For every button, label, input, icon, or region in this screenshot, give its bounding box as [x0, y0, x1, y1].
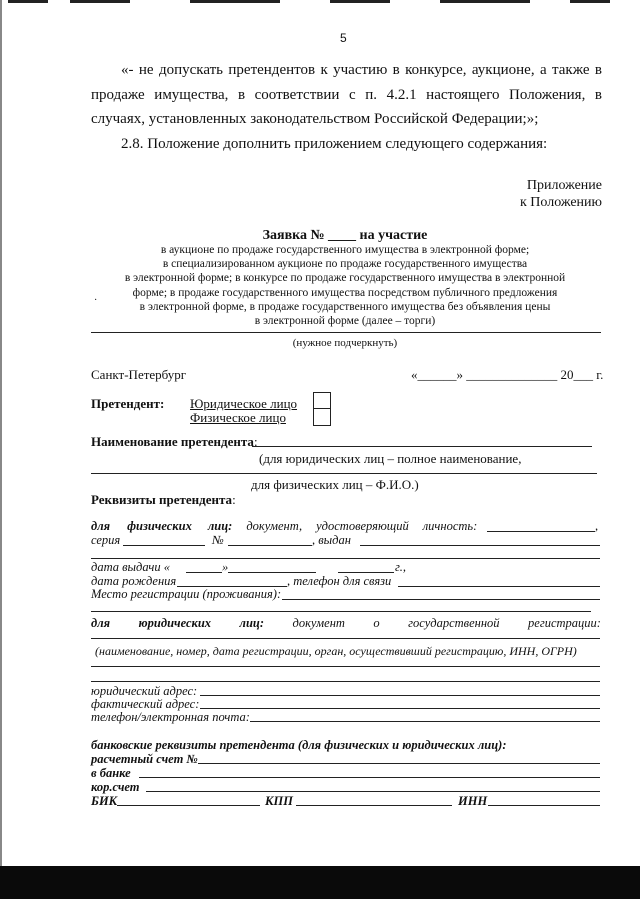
- corr-input-line[interactable]: [146, 791, 600, 792]
- name-input-line[interactable]: [252, 446, 592, 447]
- intro-line-1: «- не допускать претендентов к участию в конкурсе, аукционе, а также в: [121, 62, 602, 78]
- number-input-line[interactable]: [228, 545, 312, 546]
- account-label: расчетный счет №: [91, 752, 198, 766]
- actual-address-input-line[interactable]: [200, 708, 600, 709]
- actual-address-label: фактический адрес:: [91, 697, 200, 711]
- inn-input-line[interactable]: [488, 805, 600, 806]
- series-input-line[interactable]: [123, 545, 205, 546]
- series-label: серия: [91, 533, 121, 547]
- bank-label: в банке: [91, 766, 131, 780]
- corr-label: кор.счет: [91, 780, 140, 794]
- phone-input-line[interactable]: [398, 586, 600, 587]
- physical-checkbox[interactable]: [313, 408, 331, 426]
- phone-label: , телефон для связи: [287, 574, 392, 588]
- name-label: Наименование претендента:: [91, 434, 258, 449]
- legal-address-label: юридический адрес:: [91, 684, 198, 698]
- phone-email-input-line[interactable]: [250, 721, 600, 722]
- form-subtitle-6: в электронной форме (далее – торги): [254, 315, 436, 327]
- intro-line-2: продаже имущества, в соответствии с п. 4.2.1 настоящего Положения, в: [91, 87, 602, 103]
- phys-heading: для физических лиц: документ, удостоверяющий личность:: [91, 519, 478, 533]
- scan-speck: ·: [94, 295, 98, 306]
- form-subtitle-4: форме; в продаже государственного имущества посредством публичного предложения: [132, 287, 558, 299]
- bik-label: БИК: [91, 794, 118, 808]
- issued-input-line-2[interactable]: [91, 558, 600, 559]
- number-label: №: [212, 533, 224, 547]
- bank-title: банковские реквизиты претендента (для физических и юридических лиц):: [91, 738, 507, 752]
- issue-day-input-line[interactable]: [186, 572, 222, 573]
- issue-date-label: дата выдачи «: [91, 560, 171, 574]
- issued-label: , выдан: [312, 533, 351, 547]
- date-field[interactable]: «______» ______________ 20___ г.: [411, 367, 604, 382]
- account-input-line[interactable]: [198, 763, 600, 764]
- legal-heading: для юридических лиц: документ о государственной регистрации:: [91, 616, 601, 630]
- scan-bottom-edge: [0, 866, 640, 899]
- legal-address-input-line[interactable]: [200, 695, 600, 696]
- form-subtitle-1: в аукционе по продаже государственного имущества в электронной форме;: [160, 244, 530, 256]
- divider: [91, 332, 601, 333]
- registration-input-line[interactable]: [282, 599, 600, 600]
- appendix-line-2: к Положению: [519, 195, 602, 210]
- issue-month-input-line[interactable]: [228, 572, 316, 573]
- kpp-label: КПП: [265, 794, 293, 808]
- name-note-legal: (для юридических лиц – полное наименование,: [259, 451, 522, 466]
- form-subtitle-2: в специализированном аукционе по продаже государственного имущества: [162, 258, 528, 270]
- issue-year-input-line[interactable]: [338, 572, 394, 573]
- issue-year-label: г.,: [395, 560, 406, 574]
- name-input-line-2[interactable]: [91, 473, 597, 474]
- issued-input-line[interactable]: [360, 545, 600, 546]
- issue-date-mid: »: [222, 560, 229, 574]
- kpp-input-line[interactable]: [296, 805, 452, 806]
- registration-input-line-2[interactable]: [91, 611, 591, 612]
- comma: ,: [595, 519, 599, 533]
- bank-input-line[interactable]: [139, 777, 600, 778]
- doc-type-input-line[interactable]: [487, 531, 595, 532]
- applicant-legal-option[interactable]: Юридическое лицо: [190, 396, 298, 411]
- applicant-physical-option[interactable]: Физическое лицо: [190, 410, 286, 425]
- birth-date-label: дата рождения: [91, 574, 177, 588]
- form-subtitle-3: в электронной форме; в конкурсе по продаже государственного имущества в электронной: [124, 272, 566, 284]
- applicant-label: Претендент:: [91, 396, 165, 411]
- legal-doc-input-line-3[interactable]: [91, 681, 600, 682]
- bik-input-line[interactable]: [117, 805, 260, 806]
- name-note-physical: для физических лиц – Ф.И.О.): [251, 477, 419, 492]
- page-number: 5: [340, 31, 347, 45]
- appendix-line-1: Приложение: [526, 178, 602, 193]
- inn-label: ИНН: [458, 794, 488, 808]
- registration-label: Место регистрации (проживания):: [91, 587, 282, 601]
- legal-doc-input-line-2[interactable]: [91, 666, 600, 667]
- intro-line-4: 2.8. Положение дополнить приложением следующего содержания:: [121, 136, 548, 152]
- requisites-label: Реквизиты претендента:: [91, 492, 236, 507]
- scan-top-edge: [0, 0, 640, 4]
- form-subtitle-5: в электронной форме, в продаже государственного имущества без объявления цены: [139, 301, 551, 313]
- scan-left-edge: [0, 0, 2, 866]
- underline-note: (нужное подчеркнуть): [292, 337, 398, 349]
- intro-line-3: случаях, установленных законодательством Российской Федерации;»;: [91, 111, 539, 127]
- legal-note: (наименование, номер, дата регистрации, орган, осуществивший регистрацию, ИНН, ОГРН): [95, 644, 577, 658]
- legal-doc-input-line[interactable]: [91, 638, 600, 639]
- form-title: Заявка № ____ на участие: [262, 228, 428, 243]
- city: Санкт-Петербург: [91, 367, 187, 382]
- phone-email-label: телефон/электронная почта:: [91, 710, 250, 724]
